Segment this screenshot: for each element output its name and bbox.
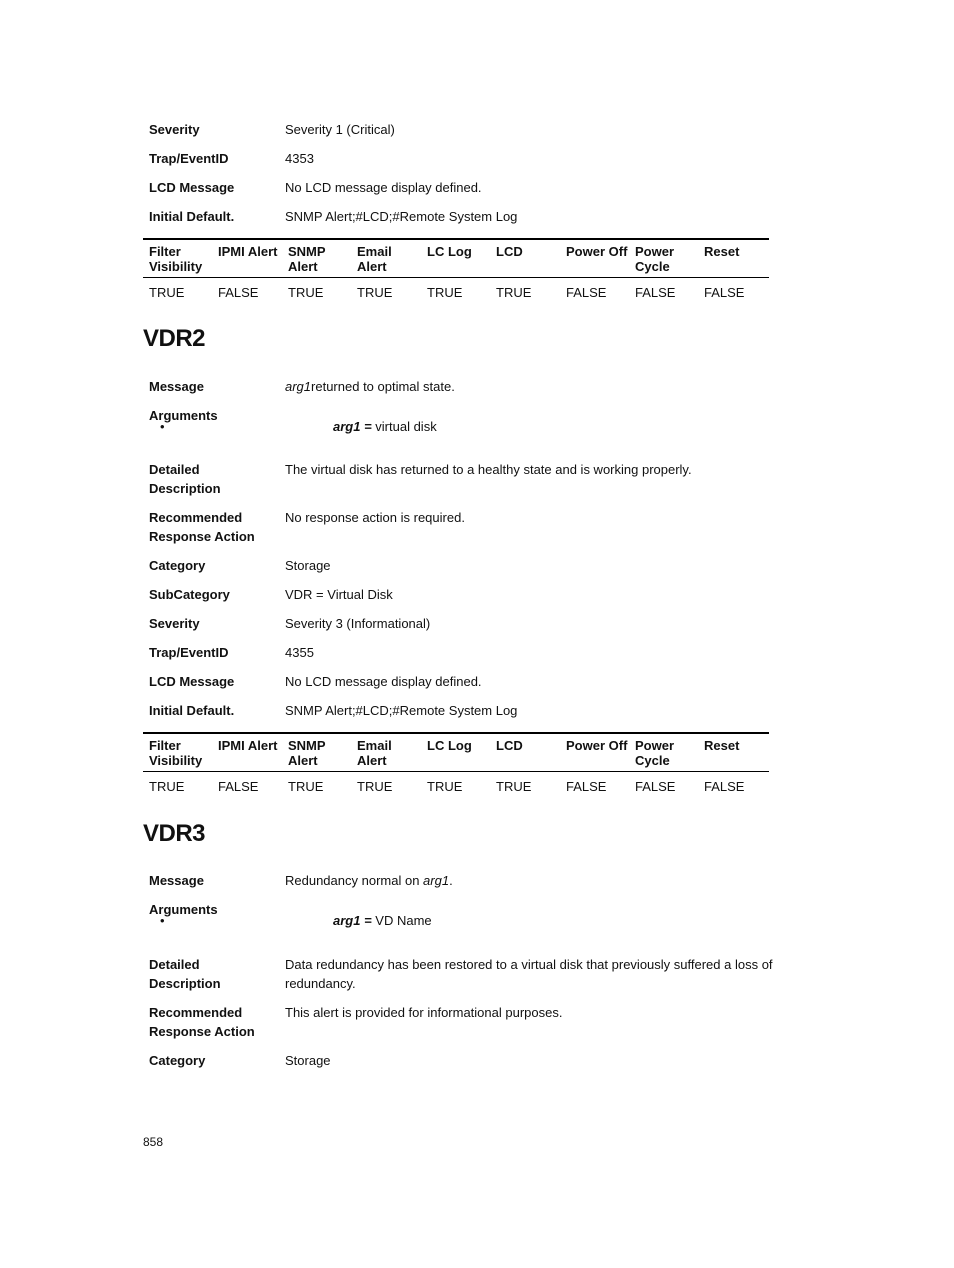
cell-filter-visibility: TRUE [149,779,185,794]
header-filter-visibility: Filter Visibility [149,244,203,274]
table-top-rule [143,732,769,734]
cell-email-alert: TRUE [357,285,393,300]
header-power-cycle: Power Cycle [635,244,675,274]
row-label: SubCategory [149,587,230,602]
message-arg: arg1 [285,379,312,394]
table-top-rule [143,238,769,240]
cell-power-cycle: FALSE [635,779,676,794]
row-value [285,871,779,890]
cell-snmp-alert: TRUE [288,285,324,300]
row-label: Detailed Description [149,957,221,991]
page-number: 858 [143,1135,164,1149]
header-power-off: Power Off [566,738,628,753]
row-value: Data redundancy has been restored to a virtual disk that previously suffered a loss of redundancy. [285,957,773,991]
cell-power-off: FALSE [566,285,607,300]
row-label: Initial Default. [149,703,235,718]
header-filter-visibility: Filter Visibility [149,738,203,768]
row-label: Recommended Response Action [149,1005,255,1039]
cell-lcd: TRUE [496,285,532,300]
row-label: Trap/EventID [149,151,229,166]
arg-name: arg1 = [333,419,372,434]
header-snmp-alert: SNMP Alert [288,244,326,274]
cell-filter-visibility: TRUE [149,285,185,300]
cell-reset: FALSE [704,779,745,794]
row-value: Severity 3 (Informational) [285,616,431,631]
arg-value: virtual disk [371,419,437,434]
row-label: Detailed Description [149,462,221,496]
argument-item [333,419,437,434]
header-ipmi-alert: IPMI Alert [218,738,278,753]
header-lcd: LCD [496,244,523,259]
row-label: Arguments [149,408,218,423]
row-value: 4353 [285,151,314,166]
row-value: No response action is required. [285,510,465,525]
row-label: Message [149,873,204,888]
row-label: Recommended Response Action [149,510,255,544]
bullet-icon: • [160,419,165,434]
row-value: Storage [285,1053,331,1068]
header-email-alert: Email Alert [357,738,392,768]
message-arg: arg1 [423,873,450,888]
row-label: Trap/EventID [149,645,229,660]
row-label: Arguments [149,902,218,917]
header-ipmi-alert: IPMI Alert [218,244,278,259]
table-header-rule [143,277,769,278]
row-value: This alert is provided for informational purposes. [285,1005,563,1020]
header-power-cycle: Power Cycle [635,738,675,768]
cell-email-alert: TRUE [357,779,393,794]
section-heading-vdr3: VDR3 [143,820,206,847]
cell-power-cycle: FALSE [635,285,676,300]
header-reset: Reset [704,738,740,753]
row-value: No LCD message display defined. [285,180,482,195]
row-label: LCD Message [149,180,235,195]
message-end: . [449,873,453,888]
header-power-off: Power Off [566,244,628,259]
header-lcd: LCD [496,738,523,753]
row-label: Message [149,379,204,394]
row-label: LCD Message [149,674,235,689]
cell-power-off: FALSE [566,779,607,794]
section-heading-vdr2: VDR2 [143,325,206,352]
row-value: Storage [285,558,331,573]
row-label: Severity [149,122,200,137]
row-value: The virtual disk has returned to a healthy state and is working properly. [285,462,692,477]
header-email-alert: Email Alert [357,244,392,274]
header-lc-log: LC Log [427,244,472,259]
arg-value: VD Name [371,913,432,928]
row-value: Severity 1 (Critical) [285,122,395,137]
row-value: 4355 [285,645,314,660]
row-label: Category [149,558,206,573]
row-value: SNMP Alert;#LCD;#Remote System Log [285,209,518,224]
argument-item [333,913,432,928]
row-label: Category [149,1053,206,1068]
row-label: Initial Default. [149,209,235,224]
cell-snmp-alert: TRUE [288,779,324,794]
bullet-icon: • [160,913,165,928]
cell-lc-log: TRUE [427,779,463,794]
row-value: SNMP Alert;#LCD;#Remote System Log [285,703,518,718]
header-snmp-alert: SNMP Alert [288,738,326,768]
message-text: returned to optimal state. [311,379,455,394]
row-value: No LCD message display defined. [285,674,482,689]
cell-ipmi-alert: FALSE [218,779,259,794]
cell-lc-log: TRUE [427,285,463,300]
header-reset: Reset [704,244,740,259]
header-lc-log: LC Log [427,738,472,753]
row-label: Severity [149,616,200,631]
row-value: VDR = Virtual Disk [285,587,393,602]
cell-ipmi-alert: FALSE [218,285,259,300]
message-text: Redundancy normal on [285,873,424,888]
cell-lcd: TRUE [496,779,532,794]
row-value [285,377,779,396]
arg-name: arg1 = [333,913,372,928]
cell-reset: FALSE [704,285,745,300]
table-header-rule [143,771,769,772]
